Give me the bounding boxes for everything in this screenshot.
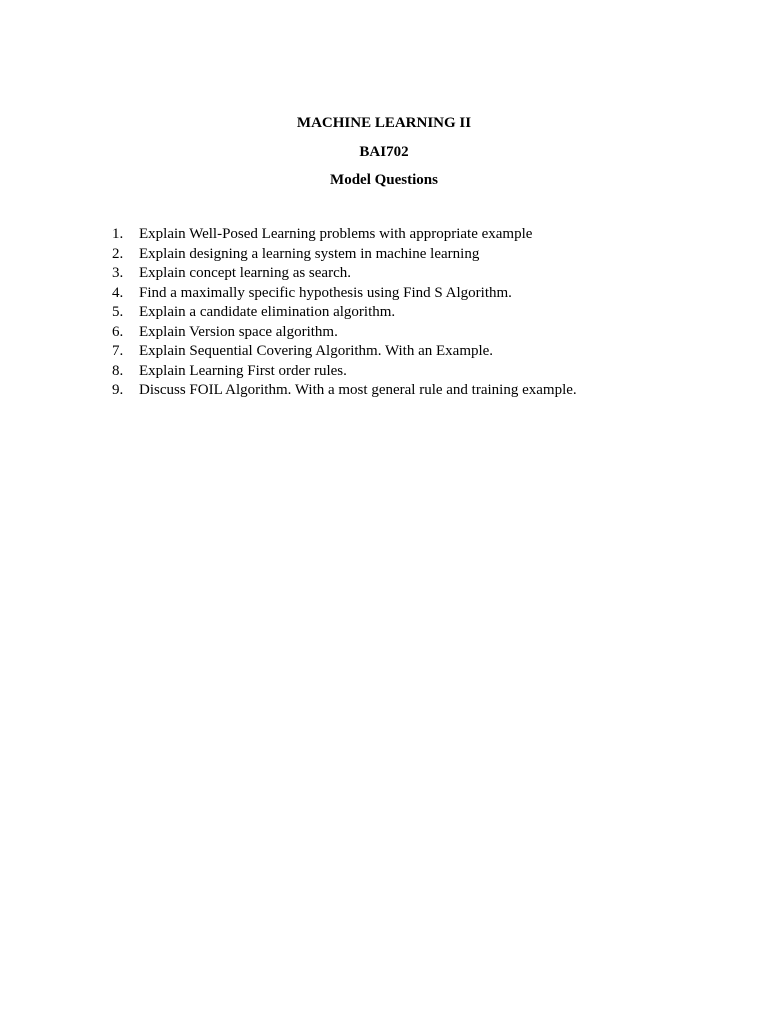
question-item: [112, 323, 577, 343]
question-item: [112, 225, 577, 245]
document-title: MACHINE LEARNING II: [296, 115, 472, 131]
question-text: Explain Version space algorithm.: [139, 323, 338, 340]
question-text: Discuss FOIL Algorithm. With a most general rule and training example.: [139, 382, 577, 398]
course-code: BAI702: [359, 144, 409, 160]
question-text: Explain a candidate elimination algorithm.: [139, 304, 396, 320]
question-number: 6.: [112, 323, 124, 340]
question-text: Find a maximally specific hypothesis using Find S Algorithm.: [139, 284, 512, 301]
question-item: [112, 381, 577, 401]
question-item: [112, 264, 577, 284]
question-item: [112, 362, 577, 382]
question-number: 9.: [112, 382, 124, 398]
question-list: [112, 225, 577, 401]
question-item: [112, 342, 577, 362]
question-number: 3.: [112, 265, 124, 281]
question-item: [112, 245, 577, 265]
question-text: Explain concept learning as search.: [139, 265, 351, 281]
question-text: Explain Sequential Covering Algorithm. With an Example.: [139, 343, 494, 359]
question-number: 4.: [112, 284, 124, 301]
question-number: 2.: [112, 245, 124, 262]
question-item: [112, 303, 577, 323]
question-text: Explain designing a learning system in machine learning: [139, 245, 480, 262]
question-number: 8.: [112, 362, 124, 379]
question-text: Explain Learning First order rules.: [139, 362, 347, 379]
question-number: 7.: [112, 343, 124, 359]
question-number: 5.: [112, 304, 124, 320]
question-text: Explain Well-Posed Learning problems with appropriate example: [139, 226, 533, 242]
question-number: 1.: [112, 226, 124, 242]
question-item: [112, 284, 577, 304]
document-subtitle: Model Questions: [330, 172, 438, 188]
